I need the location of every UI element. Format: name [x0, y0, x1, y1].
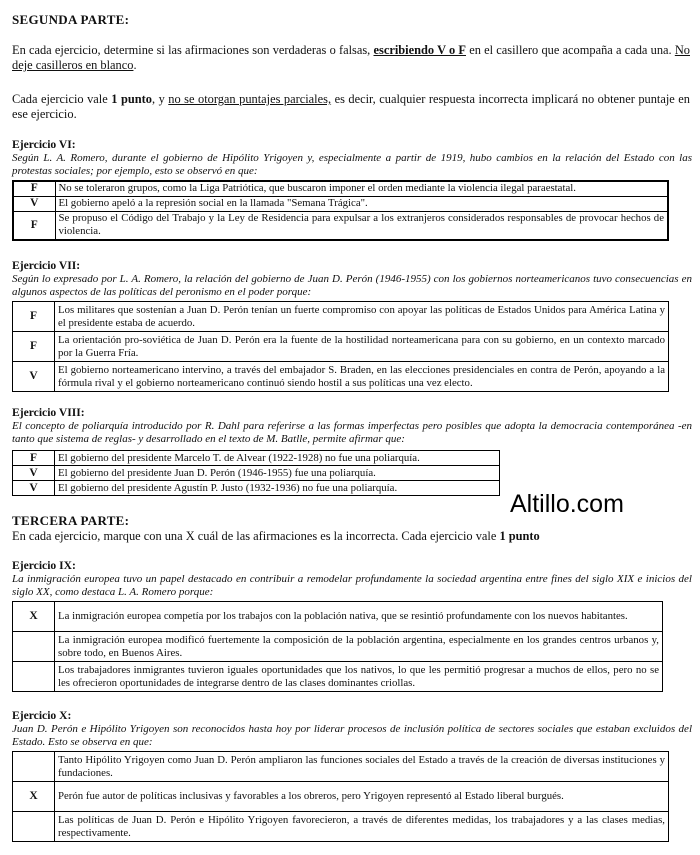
instructions-paragraph-2	[12, 92, 690, 122]
statement-text: Se propuso el Código del Trabajo y la Ley de Residencia para expulsar a los extranjeros considerados responsables de provocar hechos de violencia.	[55, 211, 668, 240]
statement-text: El gobierno apeló a la represión social en la llamada "Semana Trágica".	[55, 196, 668, 211]
section-heading-segunda: SEGUNDA PARTE:	[12, 12, 130, 27]
instructions-points: 1 punto	[111, 92, 152, 106]
exercise-10-table	[12, 751, 669, 842]
statement-text: Las políticas de Juan D. Perón e Hipólito Yrigoyen favorecieron, a través de diferentes medidas, los trabajadores y a las clases medias, respectivamente.	[55, 812, 669, 842]
table-row	[13, 662, 663, 692]
table-row	[13, 302, 669, 332]
instructions-text: en el casillero que acompaña a cada una.	[465, 43, 675, 57]
answer-box[interactable]: X	[13, 782, 55, 812]
answer-box[interactable]: F	[13, 181, 55, 196]
watermark-text: Altillo.com	[510, 490, 624, 518]
instructions-emphasis: escribiendo V o F	[373, 43, 466, 57]
instructions-text: En cada ejercicio, marque con una X cuál de las afirmaciones es la incorrecta. Cada ejercicio vale	[12, 529, 500, 543]
answer-box[interactable]: V	[13, 466, 55, 481]
table-row	[13, 466, 500, 481]
exercise-9-title: Ejercicio IX:	[12, 559, 76, 572]
table-row	[13, 812, 669, 842]
statement-text: El gobierno del presidente Agustín P. Justo (1932-1936) no fue una poliarquía.	[55, 481, 500, 496]
statement-text: No se toleraron grupos, como la Liga Patriótica, que buscaron imponer el orden mediante la violencia ilegal paraestatal.	[55, 181, 668, 196]
answer-box[interactable]	[13, 632, 55, 662]
exercise-7-table	[12, 301, 669, 392]
exercise-6-title: Ejercicio VI:	[12, 138, 76, 151]
table-row	[13, 752, 669, 782]
statement-text: Perón fue autor de políticas inclusivas y favorables a los obreros, pero Yrigoyen representó al Estado liberal burgués.	[55, 782, 669, 812]
answer-box[interactable]: F	[13, 211, 55, 240]
exercise-8-title: Ejercicio VIII:	[12, 406, 85, 419]
answer-box[interactable]: V	[13, 196, 55, 211]
table-row	[13, 181, 668, 196]
answer-box[interactable]	[13, 752, 55, 782]
tercera-instructions	[12, 529, 692, 544]
table-row	[13, 481, 500, 496]
table-row	[13, 602, 663, 632]
instructions-text: Cada ejercicio vale	[12, 92, 112, 106]
answer-box[interactable]: V	[13, 481, 55, 496]
statement-text: La inmigración europea competía por los trabajos con la población nativa, que se resintió profundamente con los nuevos habitantes.	[55, 602, 663, 632]
instructions-points: 1 punto	[499, 529, 540, 543]
instructions-underline: No deje casilleros en blanco	[12, 43, 690, 72]
exercise-9-table	[12, 601, 663, 692]
statement-text: Los militares que sostenían a Juan D. Perón tenían un fuerte compromiso con apoyar las políticas de Estados Unidos para América Latina y el presidente estaba de acuerdo.	[55, 302, 669, 332]
exercise-9-prompt: La inmigración europea tuvo un papel destacado en contribuir a remodelar profundamente la sociedad argentina entre fines del siglo XIX e inicios del siglo XX, como destaca L. A. Romero porque:	[12, 573, 692, 598]
exercise-7-prompt: Según lo expresado por L. A. Romero, la relación del gobierno de Juan D. Perón (1946-1955) con los gobiernos norteamericanos tuvo consecuencias en algunos aspectos de las políticas del peronismo en el poder porque:	[12, 273, 692, 298]
instructions-underline: no se otorgan puntajes parciales,	[168, 92, 332, 106]
exercise-6-table	[12, 180, 669, 241]
table-row	[13, 451, 500, 466]
exercise-8-prompt: El concepto de poliarquía introducido por R. Dahl para referirse a las formas imperfectas pero posibles que adopta la democracia contemporánea -en tanto que sistema de reglas- y desarrollado en el texto de M. Batlle, permite afirmar que:	[12, 420, 692, 445]
instructions-paragraph-1	[12, 43, 690, 73]
answer-box[interactable]: X	[13, 602, 55, 632]
table-row	[13, 332, 669, 362]
table-row	[13, 632, 663, 662]
exercise-10-title: Ejercicio X:	[12, 709, 72, 722]
exercise-6-prompt: Según L. A. Romero, durante el gobierno de Hipólito Yrigoyen y, especialmente a partir de 1919, hubo cambios en la relación del Estado con las protestas sociales; por ejemplo, esto se observó en que:	[12, 152, 692, 177]
answer-box[interactable]	[13, 662, 55, 692]
answer-box[interactable]: V	[13, 362, 55, 392]
statement-text: La orientación pro-soviética de Juan D. Perón era la fuente de la hostilidad norteamericana para con su gobierno, en un contexto marcado por la Guerra Fría.	[55, 332, 669, 362]
answer-box[interactable]: F	[13, 302, 55, 332]
exercise-8-table	[12, 450, 500, 496]
statement-text: El gobierno del presidente Juan D. Perón (1946-1955) fue una poliarquía.	[55, 466, 500, 481]
instructions-text: , y	[151, 92, 169, 106]
instructions-text: En cada ejercicio, determine si las afirmaciones son verdaderas o falsas,	[12, 43, 374, 57]
instructions-text: es decir, cualquier respuesta incorrecta implicará no obtener puntaje en ese ejercicio.	[12, 92, 690, 121]
answer-box[interactable]	[13, 812, 55, 842]
table-row	[13, 211, 668, 240]
instructions-text: .	[133, 58, 137, 72]
table-row	[13, 362, 669, 392]
statement-text: El gobierno norteamericano intervino, a través del embajador S. Braden, en las elecciones presidenciales en contra de Perón, apoyando a la fórmula rival y el gobierno norteamericano continuó siendo hostil a sus políticas una vez electo.	[55, 362, 669, 392]
statement-text: El gobierno del presidente Marcelo T. de Alvear (1922-1928) no fue una poliarquía.	[55, 451, 500, 466]
statement-text: La inmigración europea modificó fuertemente la composición de la población argentina, especialmente en los grandes centros urbanos y, sobre todo, en Buenos Aires.	[55, 632, 663, 662]
section-heading-tercera: TERCERA PARTE:	[12, 513, 130, 528]
statement-text: Los trabajadores inmigrantes tuvieron iguales oportunidades que los nativos, lo que les permitió progresar a muchos de ellos, pero no se les ofrecieron oportunidades de integrarse dentro de las clases dominantes criollas.	[55, 662, 663, 692]
exercise-10-prompt: Juan D. Perón e Hipólito Yrigoyen son reconocidos hasta hoy por liderar procesos de inclusión política de sectores sociales que estaban excluidos del Estado. Esto se observa en que:	[12, 723, 692, 748]
exercise-7-title: Ejercicio VII:	[12, 259, 81, 272]
answer-box[interactable]: F	[13, 332, 55, 362]
table-row	[13, 782, 669, 812]
statement-text: Tanto Hipólito Yrigoyen como Juan D. Perón ampliaron las funciones sociales del Estado a través de la creación de diversas instituciones y fundaciones.	[55, 752, 669, 782]
answer-box[interactable]: F	[13, 451, 55, 466]
table-row	[13, 196, 668, 211]
